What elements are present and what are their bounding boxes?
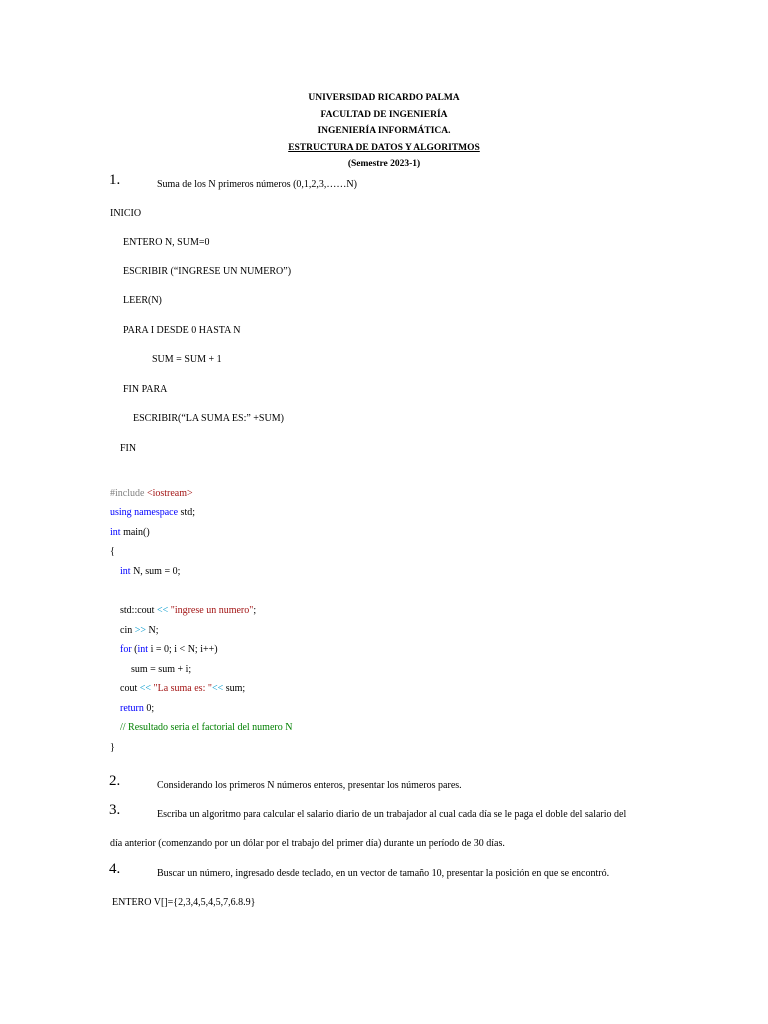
code-line-cout-prompt: std::cout << "ingrese un numero"; [120,605,257,616]
code-line-cin: cin >> N; [120,625,159,636]
pseudocode-line: SUM = SUM + 1 [152,354,222,365]
code-line-close-brace: } [110,742,115,753]
question-2-number: 2. [109,773,121,789]
pseudocode-inicio: INICIO [110,208,142,219]
pseudocode-line: ENTERO N, SUM=0 [123,237,210,248]
code-line-comment: // Resultado seria el factorial del numero N [120,722,293,733]
question-4-number: 4. [109,861,121,877]
pseudocode-fin: FIN [120,443,137,454]
pseudocode-line: FIN PARA [123,384,168,395]
university-name: UNIVERSIDAD RICARDO PALMA [308,93,460,103]
code-line-main: int main() [110,527,150,538]
semester-label: (Semestre 2023-1) [347,159,421,169]
question-1-text: Suma de los N primeros números (0,1,2,3,……N) [157,179,357,190]
question-3-text-line-1: Escriba un algoritmo para calcular el salario diario de un trabajador al cual cada día se le paga el doble del salario del [157,809,627,820]
question-4-vector: ENTERO V[]={2,3,4,5,4,5,7,6.8.9} [112,897,256,908]
course-name: ESTRUCTURA DE DATOS Y ALGORITMOS [288,143,480,153]
pseudocode-line: PARA I DESDE 0 HASTA N [123,325,241,336]
code-line-include: #include <iostream> [110,488,193,499]
faculty-name: FACULTAD DE INGENIERÍA [320,110,448,120]
code-line-sum: sum = sum + i; [131,664,192,675]
pseudocode-line: LEER(N) [123,295,162,306]
question-2-text: Considerando los primeros N números enteros, presentar los números pares. [157,780,462,791]
code-line-declaration: int N, sum = 0; [120,566,181,577]
pseudocode-line: ESCRIBIR(“LA SUMA ES:” +SUM) [133,413,284,424]
code-line-return: return 0; [120,703,155,714]
code-line-open-brace: { [110,546,115,557]
question-1-number: 1. [109,172,121,188]
pseudocode-line: ESCRIBIR (“INGRESE UN NUMERO”) [123,266,292,277]
question-3-text-line-2: día anterior (comenzando por un dólar por el trabajo del primer día) durante un período de 30 días. [110,838,505,849]
code-line-using: using namespace std; [110,507,195,518]
question-4-text: Buscar un número, ingresado desde teclado, en un vector de tamaño 10, presentar la posición en que se encontró. [157,868,610,879]
question-3-number: 3. [109,802,121,818]
code-line-cout-result: cout << "La suma es: "<< sum; [120,683,246,694]
code-line-for: for (int i = 0; i < N; i++) [120,644,218,655]
career-name: INGENIERÍA INFORMÁTICA. [317,126,451,136]
